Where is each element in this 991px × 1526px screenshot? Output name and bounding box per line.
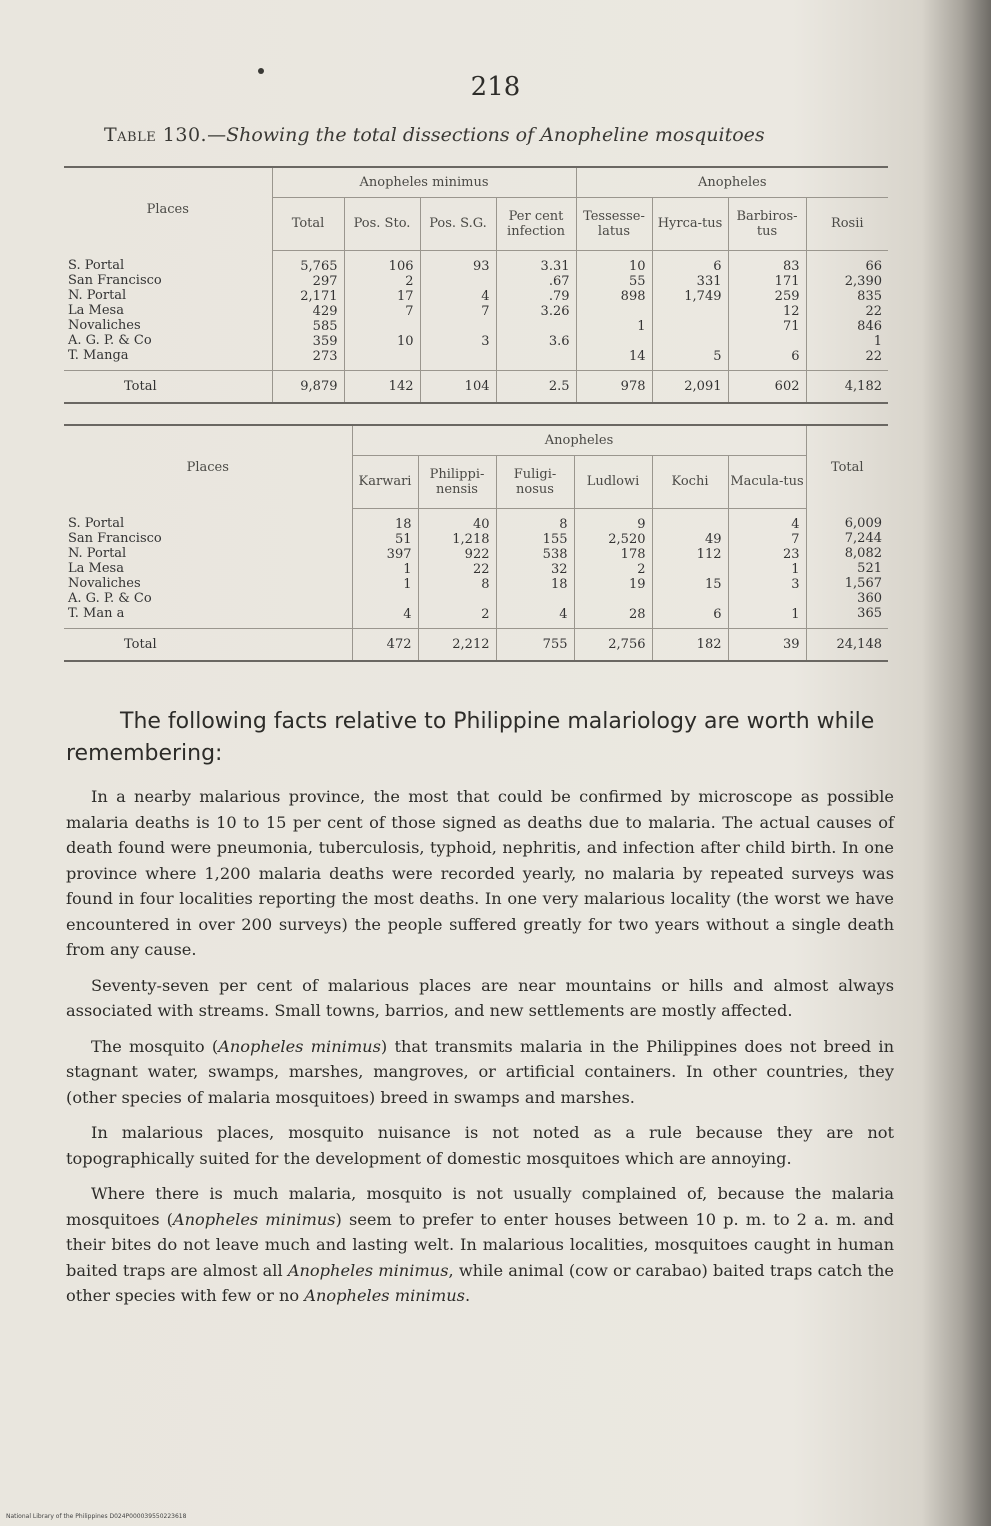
col-per-cent: 3.31 .67 .79 3.26 3.6 [496,250,576,370]
total-row [64,628,888,661]
group-header-minimus: Anopheles minimus [272,167,576,197]
col-barbirostus: 83 171 259 12 71 6 [728,250,806,370]
group-header-anopheles: Anopheles [352,425,806,455]
col-header: Kochi [652,455,728,508]
total-cell: 24,148 [806,628,888,661]
total-cell: 39 [728,628,806,661]
paragraph: Where there is much malaria, mosquito is not usually complained of, because the malaria mosquitoes (Anopheles minimus) seem to prefer to enter houses between 10 p. m. to 2 a. m. and their bites do not leave much and lasting welt. In malarious localities, mosquitoes caught in human baited traps are almost all Anopheles minimus, while animal (cow or carabao) baited traps catch the other species with few or no Anopheles minimus. [66,1184,894,1305]
caption-dash: — [207,124,227,146]
total-row [64,370,888,403]
col-header: Pos. Sto. [344,197,420,250]
col-total-values: 6,009 7,244 8,082 521 1,567 360 365 [806,508,888,628]
total-label: Total [64,370,272,403]
total-cell: 9,879 [272,370,344,403]
col-places: Places [146,201,189,217]
dissections-table-1 [64,166,888,404]
paragraph: In malarious places, mosquito nuisance is not noted as a rule because they are not topographically suited for the development of domestic mosquitoes which are annoying. [66,1123,894,1168]
col-header: Karwari [352,455,418,508]
col-fuliginosus: 8 155 538 32 18 4 [496,508,574,628]
col-header: Fuligi-nosus [496,455,574,508]
lead-heading: The following facts relative to Philippine malariology are worth while remembering: [66,709,875,766]
col-philippinensis: 40 1,218 922 22 8 2 [418,508,496,628]
total-cell: 104 [420,370,496,403]
table-label: Table 130. [104,124,208,146]
col-header: Tessesse-latus [576,197,652,250]
total-cell: 602 [728,370,806,403]
col-pos-sto: 106 2 17 7 10 [344,250,420,370]
col-header: Rosii [806,197,888,250]
col-rosii: 66 2,390 835 22 846 1 22 [806,250,888,370]
total-cell: 142 [344,370,420,403]
col-header: Hyrca-tus [652,197,728,250]
total-cell: 182 [652,628,728,661]
col-header: Ludlowi [574,455,652,508]
table-title: Showing the total dissections of Anopheline mosquitoes [226,124,765,146]
col-total: 5,765 297 2,171 429 585 359 273 [272,250,344,370]
col-kochi: 49 112 15 6 [652,508,728,628]
col-header: Pos. S.G. [420,197,496,250]
total-cell: 4,182 [806,370,888,403]
col-total: Total [806,425,888,508]
group-header-anopheles: Anopheles [576,167,888,197]
total-cell: 472 [352,628,418,661]
paragraph: The mosquito (Anopheles minimus) that transmits malaria in the Philippines does not breed in stagnant water, swamps, marshes, mangroves, or artificial containers. In other countries, they (other species of malaria mosquitoes) breed in swamps and marshes. [66,1036,894,1107]
total-cell: 978 [576,370,652,403]
col-karwari: 18 51 397 1 1 4 [352,508,418,628]
page-number: 218 [470,72,521,102]
col-header: Philippi-nensis [418,455,496,508]
col-header: Total [272,197,344,250]
paragraph: In a nearby malarious province, the most that could be confirmed by microscope as possible malaria deaths is 10 to 15 per cent of those signed as deaths due to malaria. The actual causes of death found were pneumonia, tuberculosis, typhoid, nephritis, and infection after child birth. In one province where 1,200 malaria deaths were recorded yearly, no malaria by repeated surveys was found in four localities reporting the most deaths. In one very malarious locality (the worst we have encountered in over 200 surveys) the people suffered greatly for two years without a single death from any cause. [66,787,894,959]
body-text [66,706,894,1319]
dissections-table-2 [64,424,888,662]
col-header: Barbiros-tus [728,197,806,250]
total-cell: 755 [496,628,574,661]
col-hyrcatus: 6 331 1,749 5 [652,250,728,370]
places-list: S. Portal San Francisco N. Portal La Mesa Novaliches A. G. P. & Co T. Man a [68,516,162,621]
paragraph: Seventy-seven per cent of malarious places are near mountains or hills and almost always associated with streams. Small towns, barrios, and new settlements are mostly affected. [66,975,894,1020]
library-footer: National Library of the Philippines D024P000039550223618 [6,1513,187,1520]
col-ludlowi: 9 2,520 178 2 19 28 [574,508,652,628]
total-label: Total [64,628,352,661]
table-caption [104,124,884,146]
col-header: Macula-tus [728,455,806,508]
table-body [64,508,888,628]
col-maculatus: 4 7 23 1 3 1 [728,508,806,628]
col-header: Per cent infection [496,197,576,250]
total-cell: 2,091 [652,370,728,403]
col-tessellatus: 10 55 898 1 14 [576,250,652,370]
col-pos-sg: 93 4 7 3 [420,250,496,370]
places-list: S. Portal San Francisco N. Portal La Mesa Novaliches A. G. P. & Co T. Manga [68,258,162,363]
total-cell: 2,212 [418,628,496,661]
total-cell: 2.5 [496,370,576,403]
col-places: Places [186,459,229,475]
table-body [64,250,888,370]
total-cell: 2,756 [574,628,652,661]
